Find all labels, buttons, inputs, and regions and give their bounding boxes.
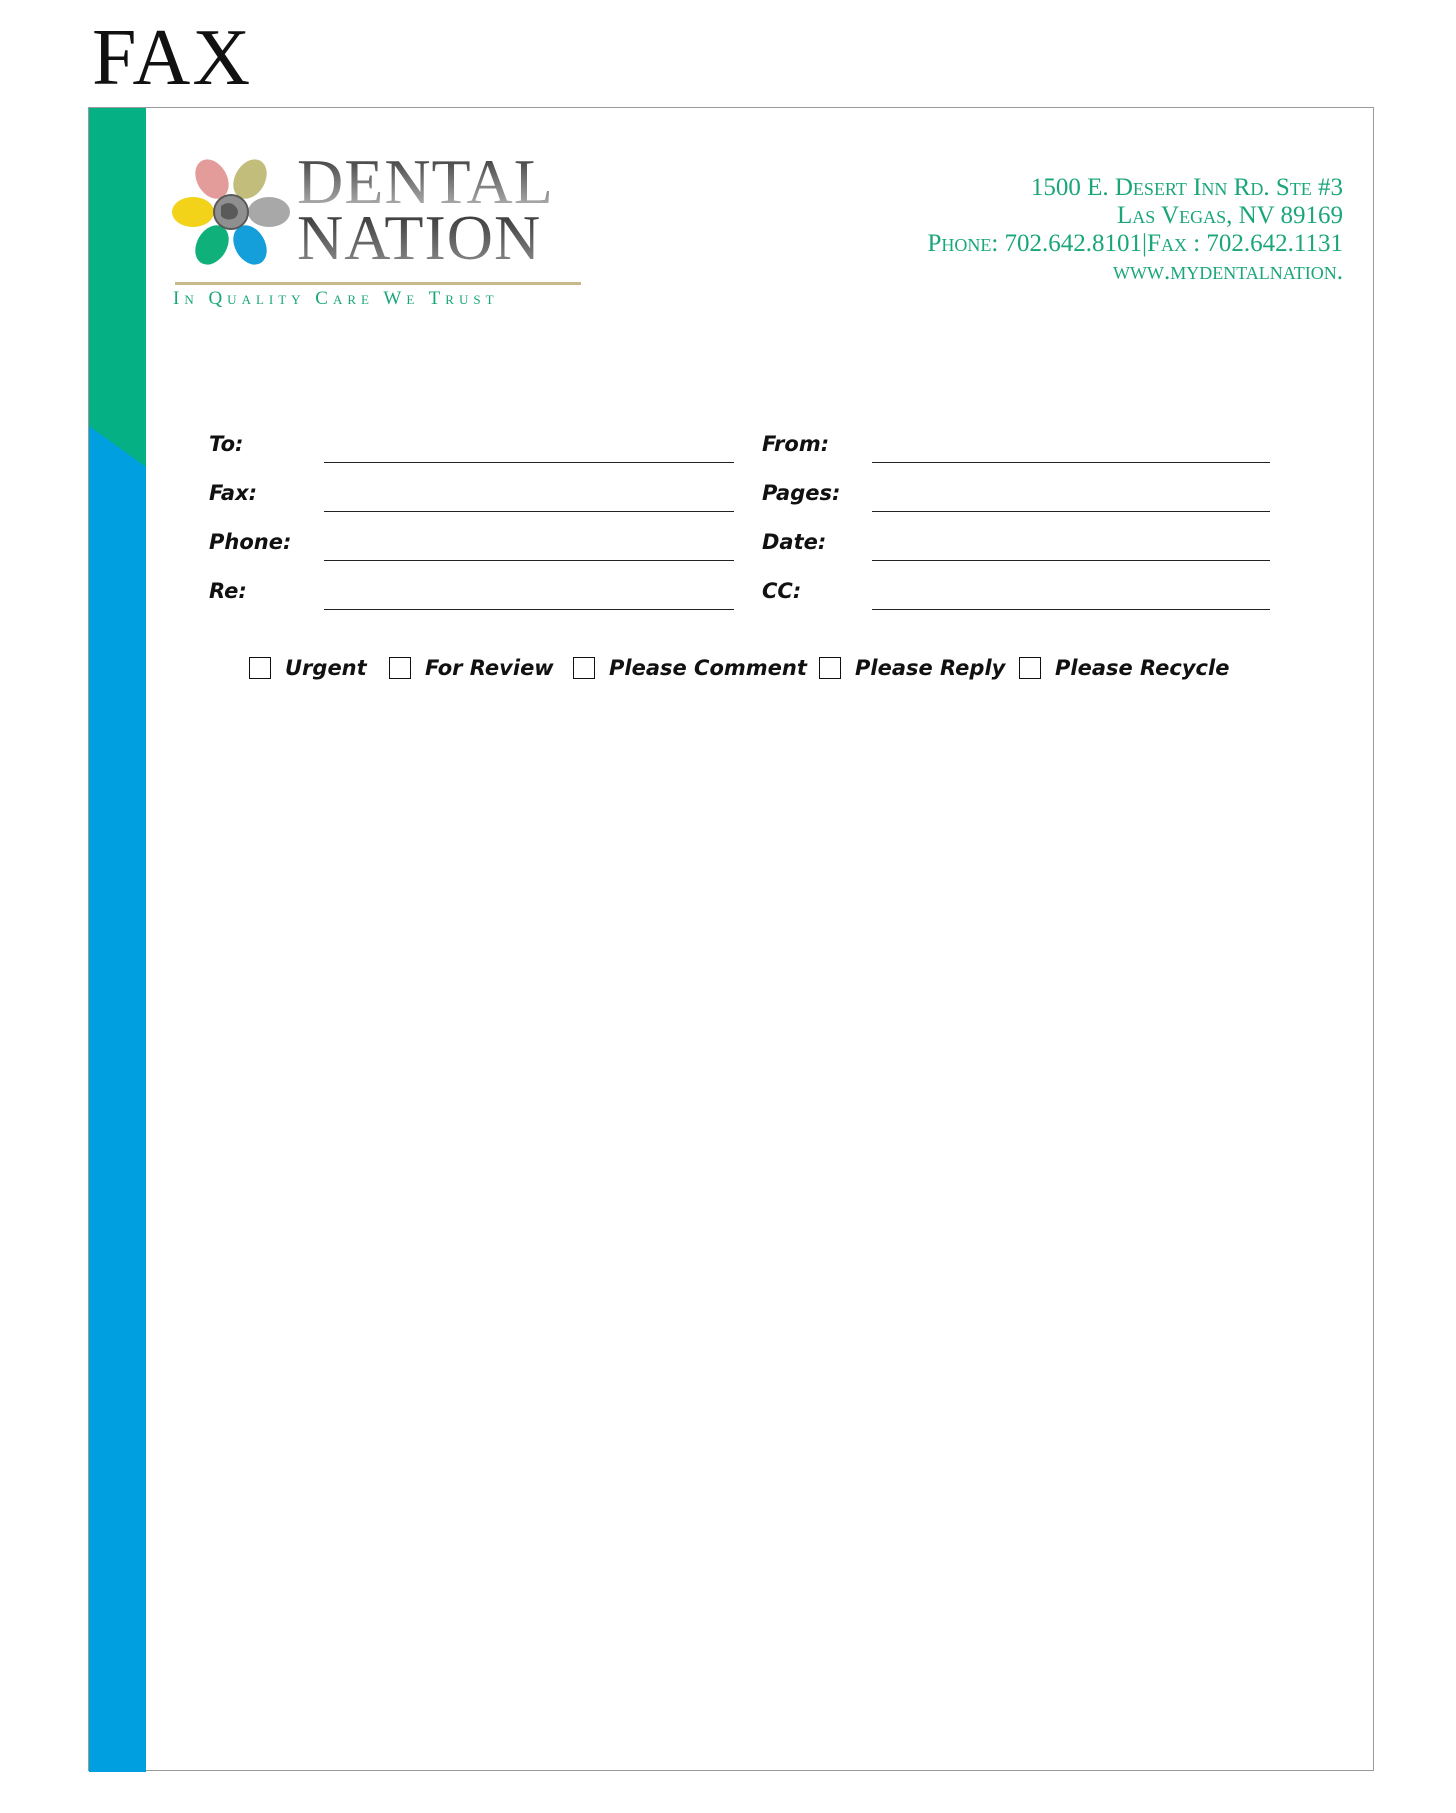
logo-rule [175, 282, 581, 285]
date-label: Date: [762, 530, 827, 554]
tooth-flower-globe-icon [161, 150, 301, 280]
fax-field[interactable] [324, 511, 734, 512]
checkbox-please-recycle[interactable] [1019, 656, 1229, 680]
phone-label: Phone: [209, 530, 292, 554]
from-label: From: [762, 432, 830, 456]
dental-nation-logo [161, 146, 601, 330]
checkbox-urgent-box[interactable] [249, 657, 271, 679]
re-field[interactable] [324, 609, 734, 610]
checkbox-for-review-box[interactable] [389, 657, 411, 679]
date-field[interactable] [872, 560, 1270, 561]
to-label: To: [209, 432, 244, 456]
checkbox-urgent-label: Urgent [285, 656, 367, 680]
fax-label: Fax: [209, 481, 258, 505]
re-label: Re: [209, 579, 247, 603]
checkbox-please-comment-box[interactable] [573, 657, 595, 679]
address-street: 1500 E. Desert Inn Rd. Ste #3 [1030, 174, 1343, 201]
checkbox-for-review-label: For Review [425, 656, 554, 680]
cc-field[interactable] [872, 609, 1270, 610]
checkbox-please-reply-box[interactable] [819, 657, 841, 679]
from-field[interactable] [872, 462, 1270, 463]
address-phone-fax: Phone: 702.642.8101|Fax : 702.642.1131 [927, 230, 1343, 257]
logo-tagline: In Quality Care We Trust [173, 288, 499, 309]
logo-wordmark [297, 146, 554, 273]
checkbox-please-reply-label: Please Reply [855, 656, 1006, 680]
address-website: www.mydentalnation. [1112, 258, 1343, 285]
checkbox-please-comment[interactable] [573, 656, 807, 680]
checkbox-please-comment-label: Please Comment [609, 656, 807, 680]
checkbox-please-reply[interactable] [819, 656, 1005, 680]
checkbox-urgent[interactable] [249, 656, 367, 680]
pages-label: Pages: [762, 481, 841, 505]
to-field[interactable] [324, 462, 734, 463]
phone-field[interactable] [324, 560, 734, 561]
side-band-green [89, 108, 146, 467]
checkbox-please-recycle-box[interactable] [1019, 657, 1041, 679]
pages-field[interactable] [872, 511, 1270, 512]
address-city: Las Vegas, NV 89169 [1116, 202, 1343, 229]
logo-name-line1: DENTAL [297, 146, 554, 217]
address-block [927, 174, 1343, 286]
checkbox-for-review[interactable] [389, 656, 554, 680]
logo-name-line2: NATION [297, 202, 542, 273]
fax-title: FAX [92, 14, 253, 102]
checkbox-please-recycle-label: Please Recycle [1055, 656, 1230, 680]
cc-label: CC: [762, 579, 802, 603]
fax-cover-sheet [88, 107, 1374, 1771]
side-color-band [89, 108, 146, 1770]
